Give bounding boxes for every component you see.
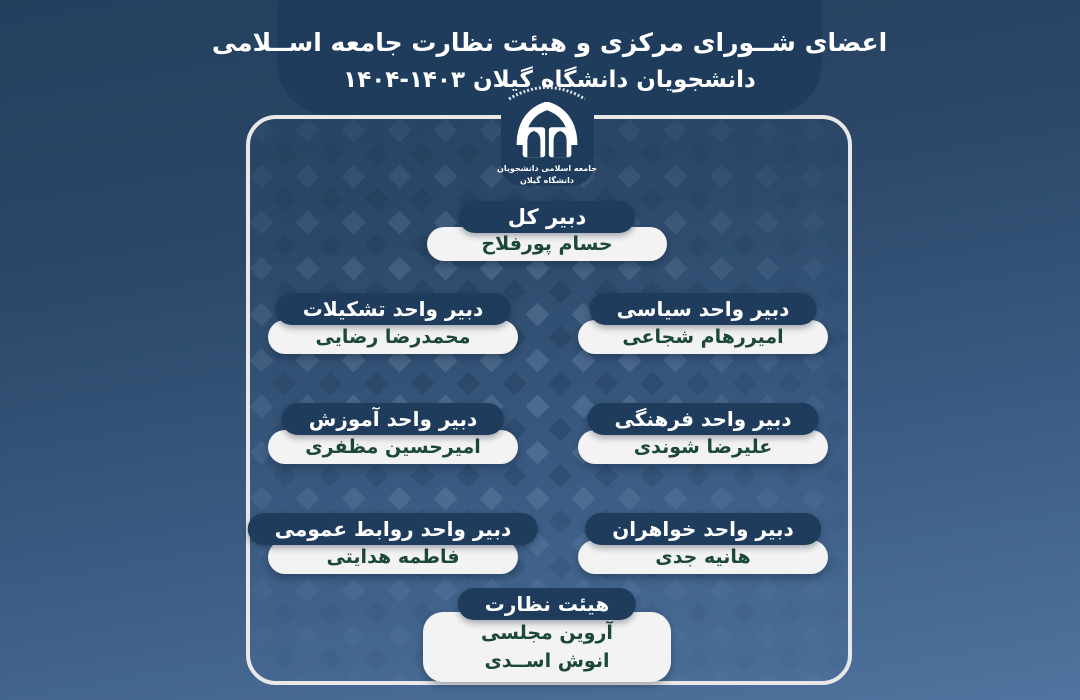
role-label: دبیر واحد آموزش — [282, 403, 504, 435]
member-name: فاطمه هدایتی — [268, 540, 518, 574]
board-members-box — [423, 612, 671, 682]
member-name: محمدرضا رضایی — [268, 320, 518, 354]
member-name: امیرحسین مظفری — [268, 430, 518, 464]
logo-org-name: جامعه اسلامی دانشجویان — [497, 164, 597, 173]
logo-arc-inscription — [503, 84, 591, 100]
page-title-line2: دانشجویان دانشگاه گیلان ۱۴۰۳-۱۴۰۴ — [343, 67, 756, 93]
page-title-line1: اعضای شــورای مرکزی و هیئت نظارت جامعه اســلامی — [211, 28, 888, 57]
member-name: حسام پورفلاح — [427, 227, 667, 261]
role-label: هیئت نظارت — [458, 588, 636, 620]
role-label: دبیر واحد تشکیلات — [276, 293, 511, 325]
logo-university-name: دانشگاه گیلان — [520, 176, 574, 185]
org-logo — [482, 84, 612, 185]
member-name: امیررهام شجاعی — [578, 320, 828, 354]
role-label: دبیر واحد روابط عمومی — [248, 513, 538, 545]
role-label: دبیر واحد سیاسی — [590, 293, 817, 325]
role-label: دبیر واحد خواهران — [585, 513, 821, 545]
member-name: هانیه جدی — [578, 540, 828, 574]
member-name: آروین مجلسی — [481, 622, 613, 644]
member-name: علیرضا شوندی — [578, 430, 828, 464]
member-name: انوش اســدی — [484, 650, 610, 672]
role-label: دبیر واحد فرهنگی — [588, 403, 819, 435]
mosque-book-logo-icon — [510, 102, 584, 160]
role-label: دبیر کل — [459, 201, 635, 233]
